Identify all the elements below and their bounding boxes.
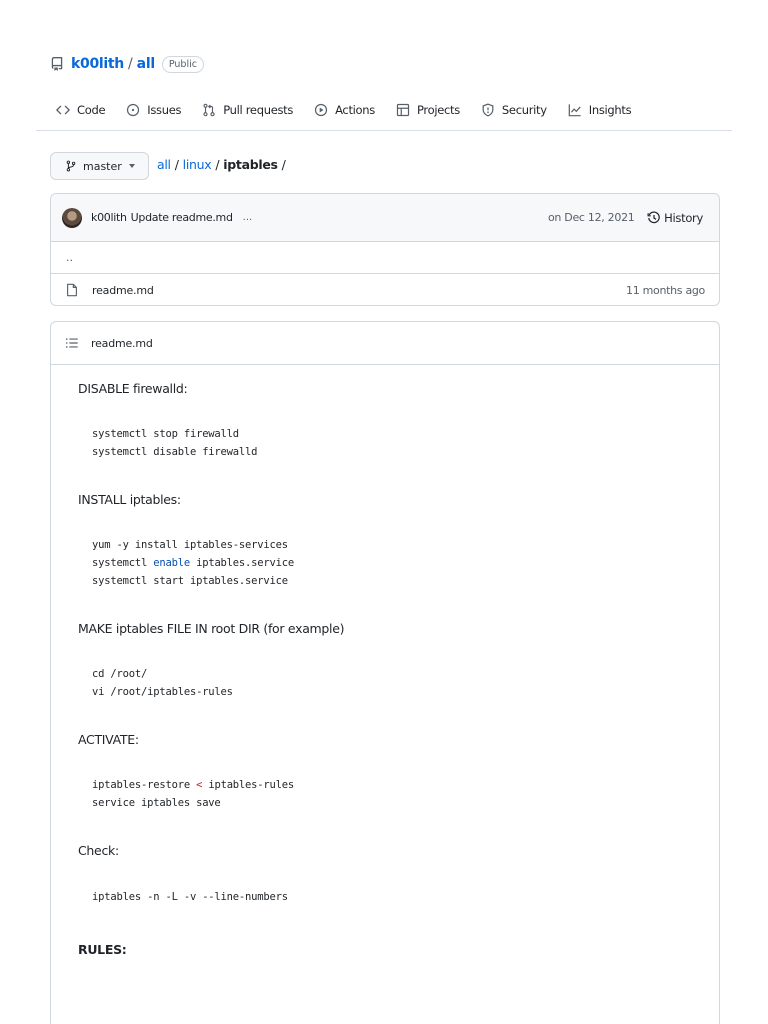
file-last-modified: 11 months ago <box>626 283 705 297</box>
code-line: yum -y install iptables-services <box>92 539 288 551</box>
code-text: systemctl <box>92 557 154 569</box>
history-label: History <box>664 210 703 225</box>
section-heading: Check: <box>78 843 119 858</box>
section-heading: RULES: <box>78 942 127 957</box>
tab-insights[interactable] <box>568 103 632 117</box>
code-line: service iptables save <box>92 797 221 809</box>
parent-directory-link[interactable]: .. <box>51 242 719 274</box>
history-icon <box>647 211 661 225</box>
tab-code-label: Code <box>77 103 106 117</box>
tab-code[interactable] <box>56 103 105 117</box>
code-operator: < <box>196 779 203 791</box>
graph-icon <box>568 103 582 117</box>
code-line: systemctl stop firewalld <box>92 428 239 440</box>
repo-nav-tabs <box>56 100 652 120</box>
tab-actions-label: Actions <box>335 103 375 117</box>
code-text: iptables-restore <box>92 779 197 791</box>
repo-separator: / <box>127 56 133 72</box>
table-icon <box>396 103 410 117</box>
breadcrumb-separator: / <box>174 157 179 172</box>
code-line: systemctl disable firewalld <box>92 446 258 458</box>
shield-icon <box>481 103 495 117</box>
code-text: iptables.service <box>189 557 295 569</box>
tab-security-label: Security <box>501 103 547 117</box>
branch-selector[interactable] <box>50 152 149 180</box>
list-icon[interactable] <box>65 336 79 350</box>
avatar[interactable] <box>62 208 82 228</box>
commit-expand-button[interactable]: ... <box>242 212 253 223</box>
pull-request-icon <box>202 103 216 117</box>
breadcrumb-separator: / <box>215 157 220 172</box>
history-button[interactable] <box>647 211 703 225</box>
visibility-badge: Public <box>162 56 204 73</box>
repo-name-link[interactable]: all <box>136 56 155 72</box>
file-icon <box>65 283 79 297</box>
tabs-divider <box>36 130 732 131</box>
latest-commit-row <box>51 194 719 242</box>
section-heading: INSTALL iptables: <box>78 492 181 507</box>
chevron-down-icon <box>129 164 135 168</box>
section-heading: MAKE iptables FILE IN root DIR (for example) <box>78 621 345 636</box>
code-line <box>92 779 294 791</box>
file-name-link[interactable]: readme.md <box>92 283 154 297</box>
issue-icon <box>126 103 140 117</box>
tab-pull-requests[interactable] <box>202 103 293 117</box>
breadcrumb-root-link[interactable]: all <box>157 157 171 172</box>
readme-header <box>51 322 719 365</box>
section-heading: ACTIVATE: <box>78 732 139 747</box>
file-browser <box>50 193 720 306</box>
tab-projects-label: Projects <box>416 103 460 117</box>
tab-actions[interactable] <box>314 103 375 117</box>
play-icon <box>314 103 328 117</box>
commit-message-link[interactable]: Update readme.md <box>130 211 233 224</box>
tab-security[interactable] <box>481 103 547 117</box>
code-line: iptables -n -L -v --line-numbers <box>92 891 288 903</box>
repo-icon <box>50 57 64 71</box>
breadcrumb-current: iptables <box>223 157 278 172</box>
readme-panel <box>50 321 720 1024</box>
readme-filename: readme.md <box>91 336 153 350</box>
code-line: vi /root/iptables-rules <box>92 686 233 698</box>
breadcrumb-trailing-separator: / <box>281 157 286 172</box>
code-keyword: enable <box>153 557 190 569</box>
list-item[interactable] <box>51 274 719 306</box>
tab-issues-label: Issues <box>147 103 182 117</box>
tab-pull-requests-label: Pull requests <box>223 103 294 117</box>
code-line: systemctl start iptables.service <box>92 575 288 587</box>
tab-issues[interactable] <box>126 103 181 117</box>
repo-owner-link[interactable]: k00lith <box>71 56 124 72</box>
code-text: iptables-rules <box>202 779 295 791</box>
repo-header <box>50 54 204 74</box>
code-line: cd /root/ <box>92 668 148 680</box>
breadcrumb <box>157 157 290 172</box>
commit-date: on Dec 12, 2021 <box>548 211 635 224</box>
code-icon <box>56 103 70 117</box>
tab-projects[interactable] <box>396 103 460 117</box>
branch-icon <box>65 160 77 172</box>
breadcrumb-dir-link[interactable]: linux <box>182 157 212 172</box>
branch-name: master <box>83 159 122 173</box>
tab-insights-label: Insights <box>588 103 632 117</box>
section-heading: DISABLE firewalld: <box>78 381 188 396</box>
code-line <box>92 557 294 569</box>
commit-author-link[interactable]: k00lith <box>91 211 127 224</box>
